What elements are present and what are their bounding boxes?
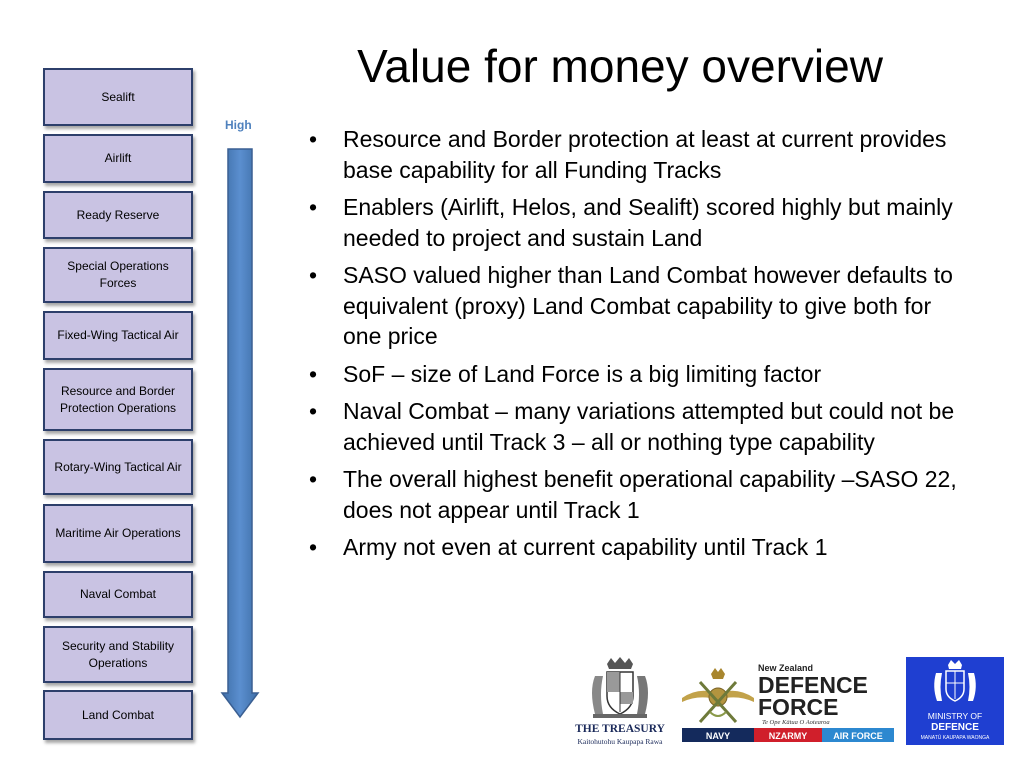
capability-box-sealift: Sealift (43, 68, 193, 126)
bullet-text: Army not even at current capability until Track 1 (343, 534, 828, 560)
capability-box-naval-combat: Naval Combat (43, 571, 193, 618)
defence-force-badge-icon (680, 660, 896, 744)
treasury-name: THE TREASURY (575, 723, 665, 735)
capability-box-maritime-air-operations: Maritime Air Operations (43, 504, 193, 563)
ndf-country: New Zealand (758, 663, 814, 673)
bullet-item (305, 192, 970, 253)
airforce-label: AIR FORCE (833, 731, 883, 741)
bullet-dot: • (309, 360, 318, 387)
bullet-dot: • (309, 466, 318, 492)
bullet-text: Enablers (Airlift, Helos, and Sealift) scored highly but mainly needed to project and sustain Land (343, 194, 953, 251)
mod-line1: MINISTRY OF (927, 711, 983, 721)
treasury-maori-name: Kaitohutohu Kaupapa Rawa (577, 737, 663, 746)
ministry-of-defence-logo (906, 657, 1004, 745)
high-label: High (225, 118, 252, 132)
bullet-item (305, 532, 970, 563)
bullet-item (305, 124, 970, 185)
bullet-text: SoF – size of Land Force is a big limiting factor (343, 360, 822, 387)
capability-box-special-operations-forces: Special Operations Forces (43, 247, 193, 303)
treasury-logo (565, 656, 675, 748)
defence-force-logo (680, 660, 896, 744)
bullet-text: SASO valued higher than Land Combat however defaults to equivalent (proxy) Land Combat capability to give both for one price (343, 262, 953, 349)
bullet-dot: • (309, 398, 318, 424)
bullet-item (305, 396, 970, 457)
bullet-item (305, 260, 970, 352)
capability-box-resource-border-protection: Resource and Border Protection Operations (43, 368, 193, 431)
ndf-line-defence: DEFENCE (758, 672, 868, 698)
mod-line2: DEFENCE (931, 722, 979, 733)
capability-box-airlift: Airlift (43, 134, 193, 183)
bullet-list (305, 124, 970, 570)
capability-box-land-combat: Land Combat (43, 690, 193, 740)
bullet-dot: • (309, 262, 318, 288)
capability-box-rotary-wing-tactical-air: Rotary-Wing Tactical Air (43, 439, 193, 495)
mod-line3: MANATŪ KAUPAPA WAONGA (920, 735, 990, 741)
navy-label: NAVY (705, 731, 731, 741)
capability-box-ready-reserve: Ready Reserve (43, 191, 193, 239)
bullet-text: Resource and Border protection at least at current provides base capability for all Funding Tracks (343, 126, 947, 183)
bullet-item (305, 359, 970, 390)
slide-title: Value for money overview (357, 40, 883, 92)
bullet-item (305, 464, 970, 525)
capability-box-security-stability-operations: Security and Stability Operations (43, 626, 193, 683)
army-label: NZARMY (768, 731, 808, 741)
bullet-text: The overall highest benefit operational capability –SASO 22, does not appear until Track 1 (343, 466, 957, 523)
bullet-dot: • (309, 126, 318, 152)
ndf-motto: Te Ope Kātua O Aotearoa (762, 719, 830, 726)
capability-box-fixed-wing-tactical-air: Fixed-Wing Tactical Air (43, 311, 193, 360)
treasury-crest-icon (565, 656, 675, 748)
bullet-text: Naval Combat – many variations attempted but could not be achieved until Track 3 – all or nothing type capability (343, 398, 955, 455)
priority-arrow-icon (215, 145, 265, 720)
bullet-dot: • (309, 534, 318, 560)
ministry-crest-icon (906, 657, 1004, 745)
ndf-line-force: FORCE (758, 694, 839, 720)
bullet-dot: • (309, 194, 318, 220)
